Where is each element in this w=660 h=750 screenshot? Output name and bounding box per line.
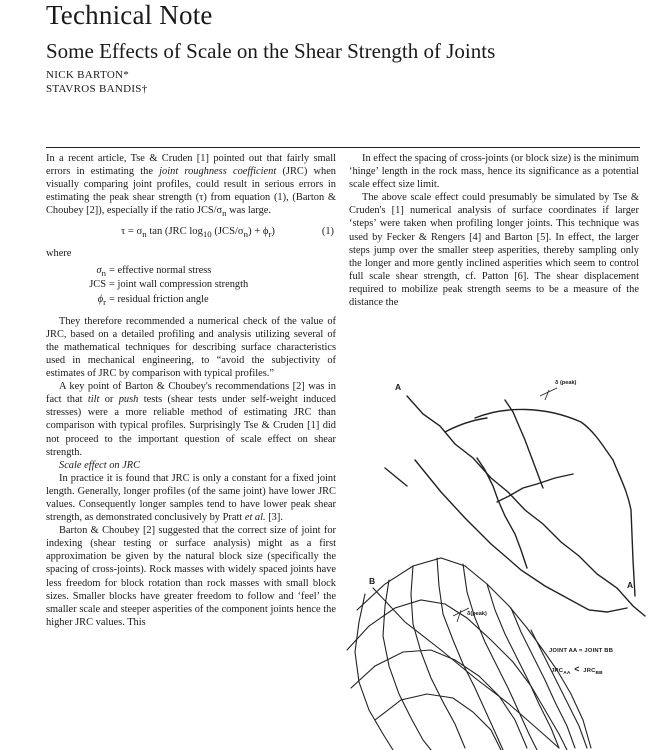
- paragraph: They therefore recommended a numerical check of the value of JRC, based on a detailed profiling and analysis utilizing several of the mathematical techniques for describing surface characteristics used in mechanical engineering, to “avoid the subjectivity of estimates of JRC by comparison with typical profiles.”: [46, 315, 336, 380]
- small-block-boundary: [463, 564, 537, 750]
- large-block-outline: [505, 400, 543, 488]
- definition-row: [46, 294, 336, 309]
- paragraph: In practice it is found that JRC is only a constant for a fixed joint length. Generally, longer profiles (of the same joint) have lower JRC values. Consequently longer samples tend to have lower peak shear strength, as demonstrated conclusively by Pratt et al. [3].: [46, 472, 336, 524]
- joint-diagram-drawing: [345, 360, 660, 750]
- delta-peak-label-top: δ (peak): [555, 380, 577, 386]
- subsection-heading: Scale effect on JRC: [59, 459, 141, 471]
- small-block-boundary: [487, 584, 559, 748]
- joint-bb-trace: [373, 588, 559, 748]
- paragraph: A key point of Barton & Choubey's recommendations [2] was in fact that tilt or push tests (shear tests under self-weight induced stresses) were a more reliable method of estimating JRC than comparison with typical profiles. Surprisingly Tse & Cruden [1] did not proceed to the important question of scale effect on shear strength.: [46, 381, 336, 458]
- definition-text: = joint wall compression strength: [109, 279, 249, 291]
- joint-aa-trace: [407, 396, 645, 616]
- small-block-boundary: [411, 566, 465, 748]
- right-column: [349, 152, 639, 309]
- joint-label-a-bottom: A: [627, 580, 634, 590]
- where-label: where: [46, 247, 72, 259]
- equation-number: (1): [321, 225, 334, 237]
- joint-equality-label: JOINT AA = JOINT BB: [549, 648, 614, 654]
- large-block-outline: [477, 458, 527, 568]
- small-block-boundary: [355, 594, 393, 750]
- small-block-boundary: [351, 650, 527, 748]
- definition-row: [46, 279, 336, 294]
- equation-body: $\tau = \sigma_n$ tan (JRC $\log_{10} (JCS/\sigma_n) + \phi_r$): [121, 225, 275, 239]
- definition-symbol: JCS: [89, 279, 106, 291]
- joint-label-a-top: A: [395, 382, 402, 392]
- author-list: [46, 68, 148, 96]
- definition-list: [46, 265, 336, 309]
- definition-text: = residual friction angle: [109, 293, 209, 305]
- definition-text: = effective normal stress: [109, 264, 212, 276]
- paragraph: The above scale effect could presumably be simulated by Tse & Cruden's [1] numerical analysis of surface coordinates if larger ‘steps’ were taken when profiling longer joints. This technique was used by Fecker & Rengers [4] and Barton [5]. In effect, the larger steps jump over the smaller steep asperities, thereby sampling only the longer and more gently inclined asperities which seem to control full scale shear strength, cf. Patton [6]. The shear displacement required to mobilize peak strength seems to be a measure of the distance the: [349, 192, 639, 309]
- author-name: STAVROS BANDIS†: [46, 83, 148, 95]
- header-divider: [46, 147, 640, 148]
- small-block-boundary: [511, 608, 575, 748]
- section-title: Technical Note: [46, 0, 213, 30]
- definition-symbol: $\sigma_n$: [96, 264, 106, 278]
- equation-1: [46, 225, 336, 241]
- definition-row: [46, 265, 336, 280]
- delta-marker: [545, 390, 549, 400]
- joint-label-b-top: B: [369, 576, 376, 586]
- large-block-outline: [445, 418, 487, 432]
- paragraph: In a recent article, Tse & Cruden [1] pointed out that fairly small errors in estimating the joint roughness coefficient (JRC) when visually comparing joint profiles, could result in serious errors in estimating the peak shear strength (τ) from equation (1), (Barton & Choubey [2]), especially if the ratio JCS/$\sigma_n$ was large.: [46, 153, 337, 219]
- jrc-comparison-label: $JRC_{AA} < JRC_{BB}$: [551, 664, 603, 677]
- author-name: NICK BARTON*: [46, 69, 130, 81]
- delta-peak-label-bottom: δ(peak): [467, 611, 487, 617]
- large-block-outline: [415, 460, 627, 612]
- article-title: Some Effects of Scale on the Shear Strength of Joints: [46, 39, 496, 63]
- large-block-outline: [497, 474, 573, 502]
- joint-scale-figure: [345, 360, 660, 750]
- definition-symbol: $\phi_r$: [97, 293, 106, 308]
- large-block-outline: [385, 468, 407, 486]
- small-block-boundary: [437, 558, 503, 750]
- paragraph: In effect the spacing of cross-joints (or block size) is the minimum ‘hinge’ length in the rock mass, hence its significance as a potential scale effect size limit.: [349, 153, 639, 191]
- paragraph: Barton & Choubey [2] suggested that the correct size of joint for indexing (shear testing or surface analysis) might as a first approximation be given by the natural block size (specifically the spacing of cross-joints). Rock masses with widely spaced joints have less freedom for block rotation than rock masses with small block sizes. Smaller blocks have greater freedom to follow and ‘feel’ the smaller scale and steeper asperities of the component joints hence the higher JRC values. This: [46, 525, 336, 628]
- left-column: [46, 152, 336, 629]
